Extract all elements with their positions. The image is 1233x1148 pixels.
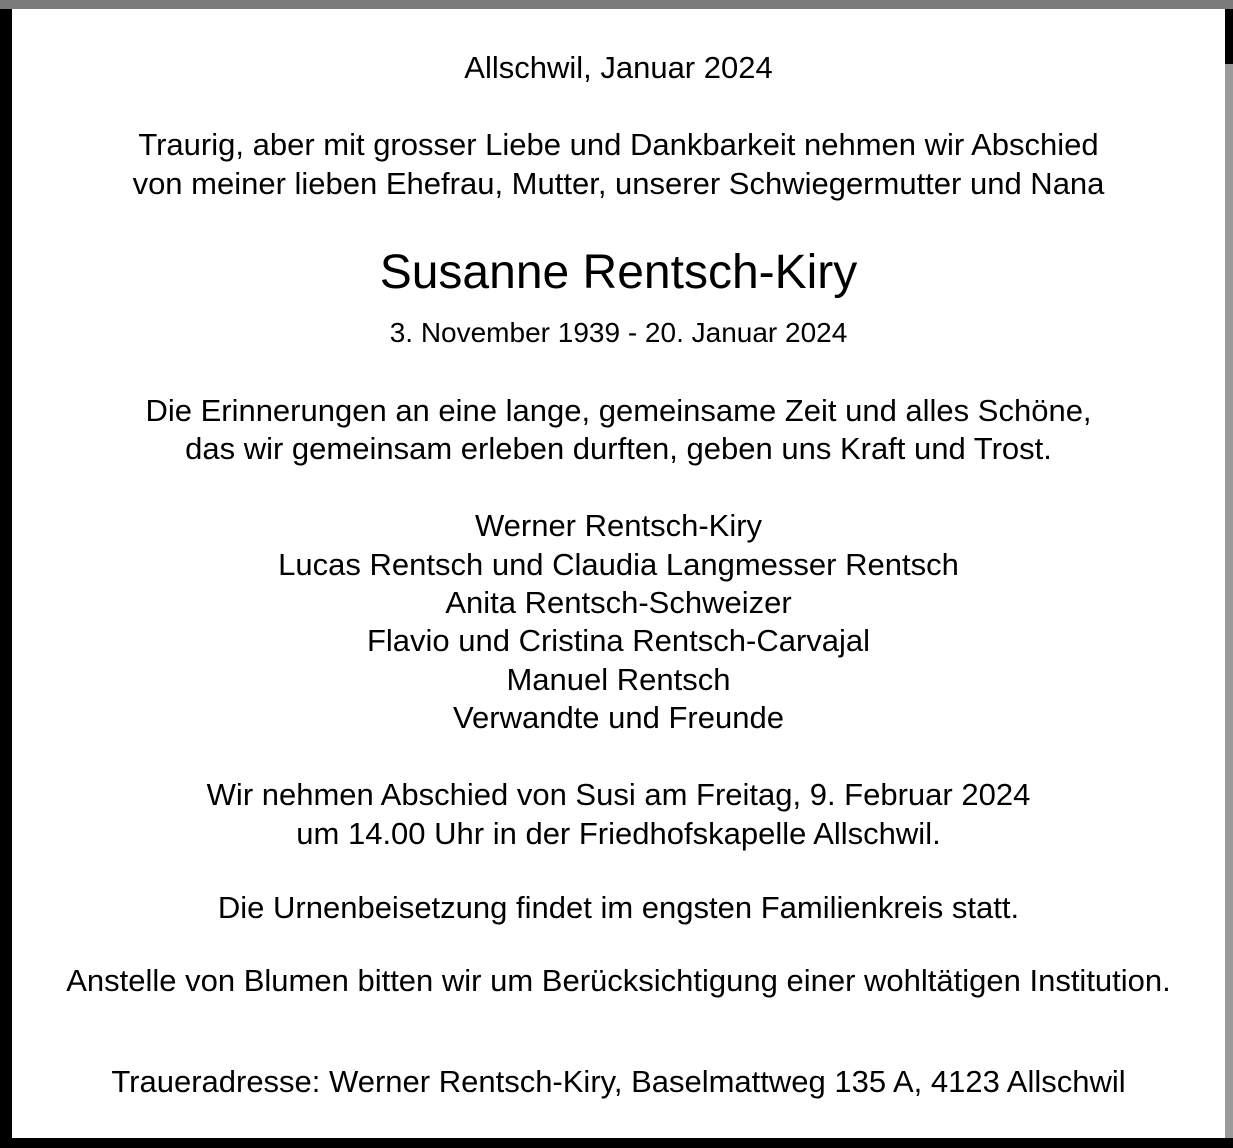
frame-border-bottom	[0, 1138, 1233, 1148]
burial-note: Die Urnenbeisetzung findet im engsten Familienkreis statt.	[217, 890, 1020, 925]
farewell-line-1: Wir nehmen Abschied von Susi am Freitag, 9. Februar 2024	[206, 777, 1031, 812]
intro-line-1: Traurig, aber mit grosser Liebe und Dankbarkeit nehmen wir Abschied	[138, 127, 1099, 162]
donation-note: Anstelle von Blumen bitten wir um Berücksichtigung einer wohltätigen Institution.	[66, 963, 1171, 998]
mourner-name: Werner Rentsch-Kiry	[474, 508, 763, 543]
intro-line-2: von meiner lieben Ehefrau, Mutter, unserer Schwiegermutter und Nana	[132, 166, 1105, 201]
life-dates: 3. November 1939 - 20. Januar 2024	[389, 317, 848, 348]
frame-border-left	[0, 9, 12, 1148]
place-date: Allschwil, Januar 2024	[464, 50, 773, 85]
mourner-name: Manuel Rentsch	[506, 662, 731, 697]
mourner-name: Flavio und Cristina Rentsch-Carvajal	[366, 623, 871, 658]
mourner-name: Lucas Rentsch und Claudia Langmesser Rentsch	[278, 547, 959, 582]
memory-line-2: das wir gemeinsam erleben durften, geben uns Kraft und Trost.	[185, 431, 1052, 466]
memory-line-1: Die Erinnerungen an eine lange, gemeinsame Zeit und alles Schöne,	[145, 393, 1092, 428]
frame-border-top	[0, 0, 1233, 9]
mourning-address: Traueradresse: Werner Rentsch-Kiry, Baselmattweg 135 A, 4123 Allschwil	[111, 1064, 1126, 1099]
frame-border-right	[1225, 9, 1233, 1148]
frame-border-right-accent	[1225, 9, 1233, 64]
mourner-name: Anita Rentsch-Schweizer	[445, 585, 792, 620]
mourner-name: Verwandte und Freunde	[453, 700, 784, 735]
farewell-line-2: um 14.00 Uhr in der Friedhofskapelle Allschwil.	[296, 816, 941, 851]
obituary-notice	[12, 9, 1225, 1138]
deceased-name: Susanne Rentsch-Kiry	[379, 246, 858, 299]
